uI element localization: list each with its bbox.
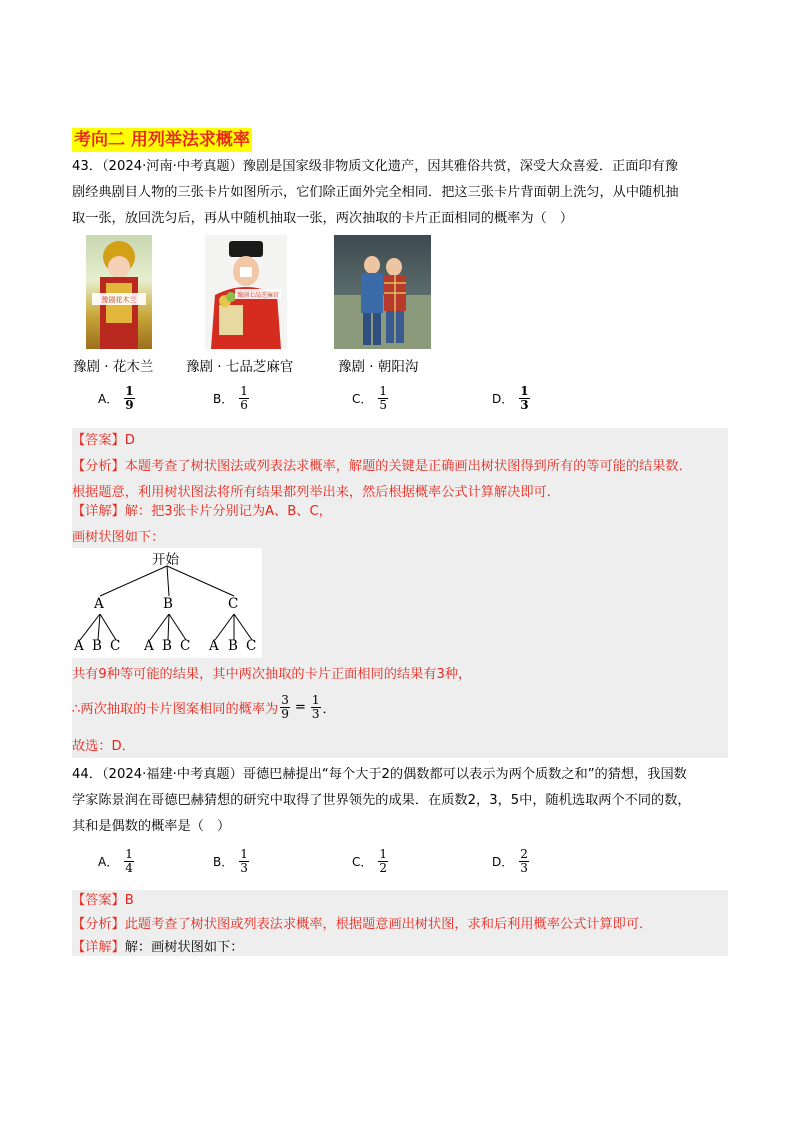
option-denominator: 6 (240, 398, 248, 412)
option-denominator: 2 (379, 861, 388, 875)
tree-node-a: A (94, 596, 104, 612)
option-letter: B． (213, 392, 234, 406)
detail-text: 解：把3张卡片分别记为A、B、C， (124, 504, 332, 519)
tree-leaf: A (144, 638, 154, 654)
option-denominator: 5 (379, 398, 388, 412)
option-denominator: 3 (520, 861, 528, 875)
q44-line3: 其和是偶数的概率是（ ） (72, 819, 231, 834)
q44-detail (72, 935, 732, 961)
option-letter: C． (352, 855, 373, 869)
detail-text: 解：画树状图如下： (124, 940, 244, 955)
equals-sign: = (294, 700, 306, 715)
q44-line2: 学家陈景润在哥德巴赫猜想的研究中取得了世界领先的成果．在质数2，3，5中，随机选取两个不同的数， (72, 793, 691, 808)
prob2-numerator: 1 (311, 693, 320, 707)
period: ． (322, 702, 336, 717)
q44-answer: 【答案】B (72, 893, 134, 908)
q43-detail (72, 499, 732, 525)
option-letter: A． (98, 392, 119, 406)
q43-option-b[interactable] (213, 385, 251, 412)
q44-analysis: 【分析】此题考查了树状图或列表法求概率，根据题意画出树状图，求和后利用概率公式计算即可． (72, 917, 653, 932)
option-numerator: 1 (240, 384, 248, 398)
tree-leaf: B (162, 638, 172, 654)
card1-label: 豫剧花木兰 (101, 296, 137, 304)
tree-node-c: C (228, 596, 239, 612)
q43-line1: 43．（2024·河南·中考真题）豫剧是国家级非物质文化遗产，因其雅俗共赏，深受大众喜爱．正面印有豫 (72, 159, 678, 174)
option-numerator: 1 (125, 847, 133, 861)
tree-leaf: C (246, 638, 257, 654)
detail-tag: 【详解】 (72, 940, 125, 955)
option-denominator: 3 (240, 861, 248, 875)
tree-leaf: B (228, 638, 238, 654)
option-numerator: 1 (125, 384, 134, 398)
option-numerator: 1 (379, 384, 388, 398)
q43-option-c[interactable] (352, 385, 390, 412)
q44-option-b[interactable] (213, 848, 251, 875)
option-denominator: 3 (520, 398, 529, 412)
tree-node-b: B (163, 596, 173, 612)
tree-diagram (72, 548, 262, 658)
card-zhaoyanggou-image (334, 235, 431, 349)
card-qipin-zhimaguan-image (205, 235, 287, 349)
tree-leaf: A (74, 638, 84, 654)
caption-zhaoyanggou: 豫剧 · 朝阳沟 (338, 359, 419, 375)
caption-hua-mulan: 豫剧 · 花木兰 (73, 359, 154, 375)
option-denominator: 9 (125, 398, 134, 412)
option-numerator: 2 (520, 847, 528, 861)
q44-option-d[interactable] (492, 848, 531, 875)
q43-result: 共有9种等可能的结果，其中两次抽取的卡片正面相同的结果有3种， (72, 667, 472, 682)
q44-option-c[interactable] (352, 848, 390, 875)
tree-root: 开始 (152, 552, 179, 568)
option-letter: B． (213, 855, 234, 869)
prob2-denominator: 3 (311, 707, 320, 721)
q44-option-a[interactable] (98, 848, 136, 875)
q43-stem (72, 154, 732, 232)
prob-numerator: 3 (281, 693, 289, 707)
card-hua-mulan-image (86, 235, 152, 349)
q44-stem (72, 762, 732, 840)
q43-analysis-line1: 【分析】本题考查了树状图法或列表法求概率，解题的关键是正确画出树状图得到所有的等可能的结果数． (72, 459, 692, 474)
card2-label: 豫剧七品芝麻官 (236, 292, 280, 299)
option-numerator: 1 (379, 847, 388, 861)
detail-tag: 【详解】 (72, 504, 125, 519)
q43-option-a[interactable] (98, 385, 137, 412)
option-letter: D． (492, 392, 514, 406)
tree-leaf: B (92, 638, 102, 654)
option-letter: D． (492, 855, 514, 869)
q43-option-d[interactable] (492, 385, 532, 412)
q43-answer: 【答案】D (72, 433, 135, 448)
tree-leaf: C (110, 638, 121, 654)
therefore-text: ∴两次抽取的卡片图案相同的概率为 (72, 702, 279, 717)
option-numerator: 1 (240, 847, 248, 861)
tree-intro: 画树状图如下： (72, 530, 165, 545)
q43-choice: 故选：D． (72, 739, 135, 754)
option-denominator: 4 (125, 861, 133, 875)
tree-leaf: C (180, 638, 191, 654)
q43-analysis-line2: 根据题意，利用树状图法将所有结果都列举出来，然后根据概率公式计算解决即可． (72, 485, 560, 500)
q43-line3: 取一张，放回洗匀后，再从中随机抽取一张，两次抽取的卡片正面相同的概率为（ ） (72, 211, 574, 226)
prob-denominator: 9 (281, 707, 289, 721)
q43-line2: 剧经典剧目人物的三张卡片如图所示，它们除正面外完全相同．把这三张卡片背面朝上洗匀，从中随机抽 (72, 185, 679, 200)
caption-qipin-zhimaguan: 豫剧 · 七品芝麻官 (186, 359, 294, 375)
option-numerator: 1 (520, 384, 529, 398)
q43-probability (72, 694, 336, 721)
q44-line1: 44．（2024·福建·中考真题）哥德巴赫提出“每个大于2的偶数都可以表示为两个质数之和”的猜想，我国数 (72, 767, 687, 782)
option-letter: C． (352, 392, 373, 406)
tree-leaf: A (209, 638, 219, 654)
section-title: 考向二 用列举法求概率 (74, 130, 250, 150)
option-letter: A． (98, 855, 119, 869)
